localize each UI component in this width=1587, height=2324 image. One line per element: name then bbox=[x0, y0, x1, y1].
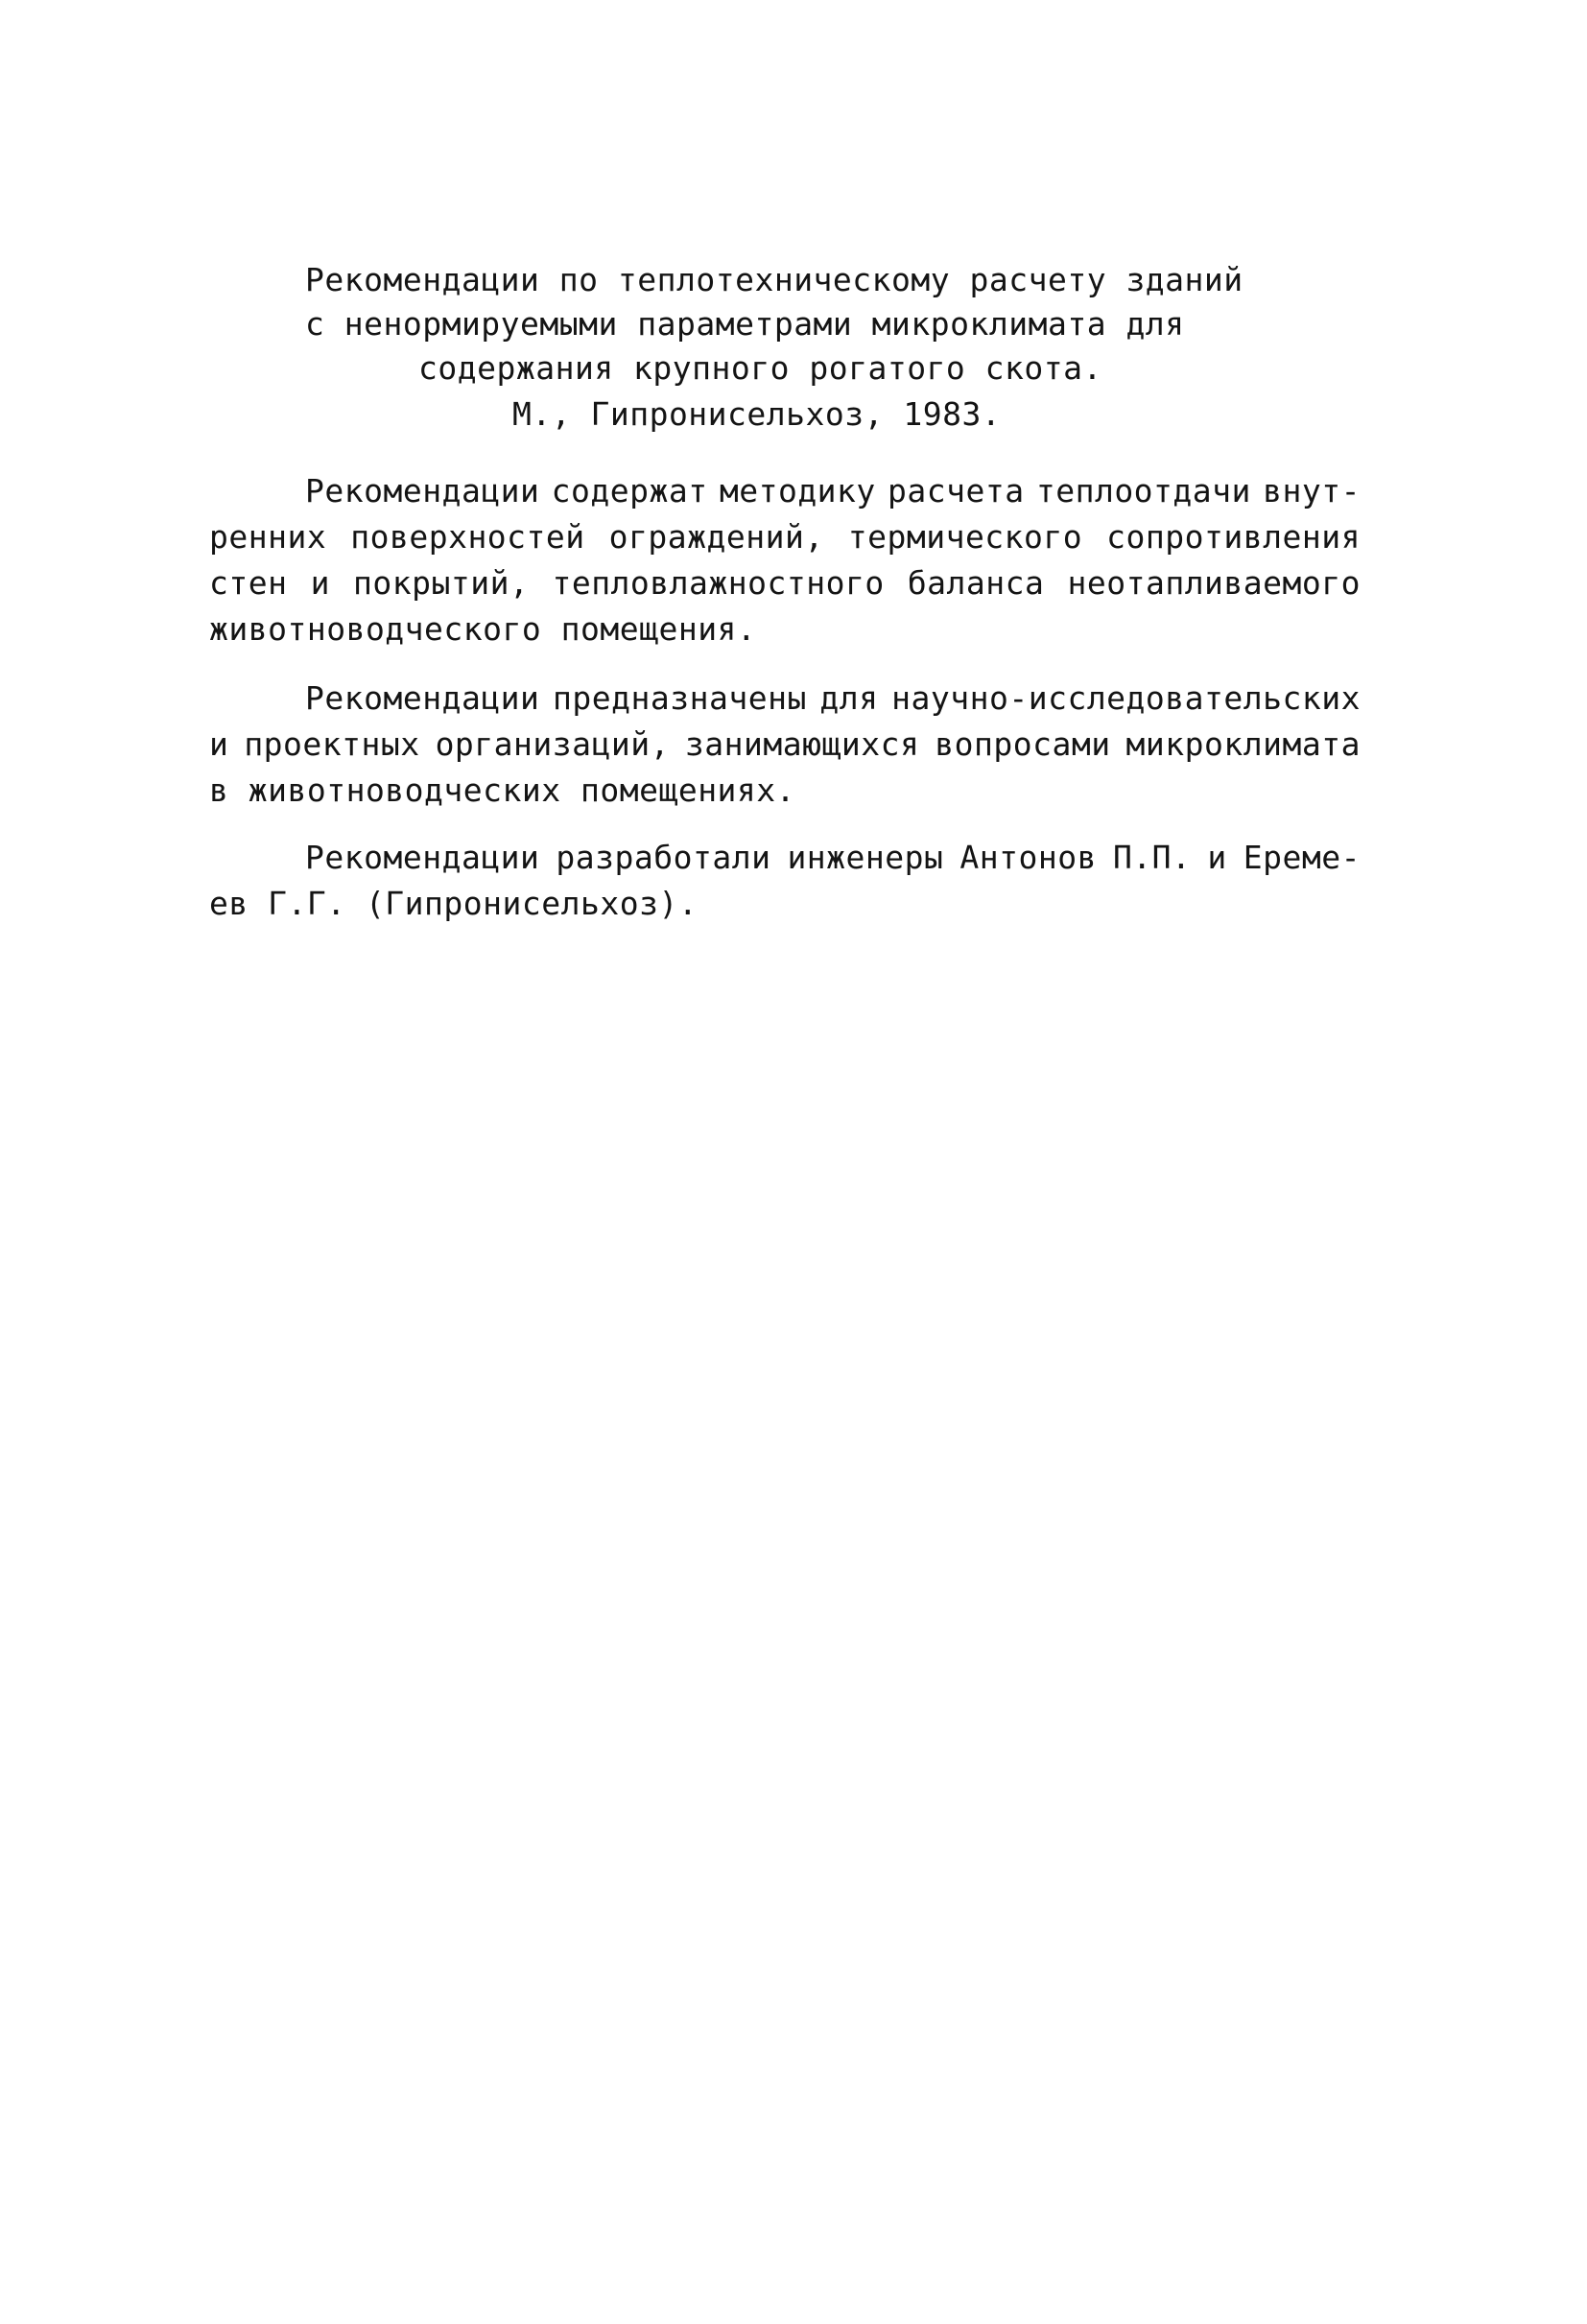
paragraph-3-line-1 bbox=[305, 835, 1361, 881]
word: термического bbox=[847, 518, 1083, 556]
paragraph-1-line-4: животноводческого помещения. bbox=[209, 610, 757, 648]
word: Антонов bbox=[959, 839, 1097, 876]
word: внут- bbox=[1263, 472, 1361, 510]
header-line-1: Рекомендации по теплотехническому расчету зданий bbox=[305, 261, 1244, 298]
word: организаций, bbox=[435, 725, 670, 763]
word: П.П. bbox=[1112, 839, 1192, 876]
paragraph-2-line-1 bbox=[305, 676, 1361, 722]
word: тепловлажностного bbox=[552, 564, 885, 602]
word: поверхностей bbox=[350, 518, 585, 556]
word: Рекомендации bbox=[305, 679, 540, 717]
word: и bbox=[1207, 839, 1227, 876]
word: баланса bbox=[907, 564, 1045, 602]
word: предназначены bbox=[553, 679, 807, 717]
paragraph-3-line-2: ев Г.Г. (Гипронисельхоз). bbox=[209, 885, 699, 922]
word: расчета bbox=[888, 472, 1025, 510]
word: покрытий, bbox=[353, 564, 530, 602]
word: теплоотдачи bbox=[1035, 472, 1251, 510]
word: ограждений, bbox=[608, 518, 824, 556]
word: и bbox=[310, 564, 330, 602]
word: содержат bbox=[551, 472, 708, 510]
word: микроклимата bbox=[1125, 725, 1361, 763]
word: стен bbox=[209, 564, 288, 602]
word: методику bbox=[719, 472, 876, 510]
word: Рекомендации bbox=[305, 839, 540, 876]
word: ренних bbox=[209, 518, 327, 556]
paragraph-2-line-2 bbox=[209, 722, 1361, 768]
header-line-3: содержания крупного рогатого скота. bbox=[418, 349, 1102, 387]
word: Ереме- bbox=[1243, 839, 1361, 876]
word: и bbox=[209, 725, 229, 763]
paragraph-1-line-3 bbox=[209, 560, 1361, 606]
word: вопросами bbox=[935, 725, 1111, 763]
word: разработали bbox=[556, 839, 771, 876]
word: для bbox=[819, 679, 879, 717]
word: сопротивления bbox=[1106, 518, 1361, 556]
paragraph-1-line-1 bbox=[305, 468, 1361, 514]
word: инженеры bbox=[787, 839, 944, 876]
word: научно-исследовательских bbox=[891, 679, 1361, 717]
word: Рекомендации bbox=[305, 472, 540, 510]
word: проектных bbox=[244, 725, 420, 763]
header-line-2: с ненормируемыми параметрами микроклимата для bbox=[305, 305, 1185, 343]
word: неотапливаемого bbox=[1067, 564, 1361, 602]
word: занимающихся bbox=[684, 725, 920, 763]
paragraph-2-line-3: в животноводческих помещениях. bbox=[209, 771, 796, 809]
paragraph-1-line-2 bbox=[209, 514, 1361, 560]
header-line-4: М., Гипронисельхоз, 1983. bbox=[512, 395, 1002, 433]
